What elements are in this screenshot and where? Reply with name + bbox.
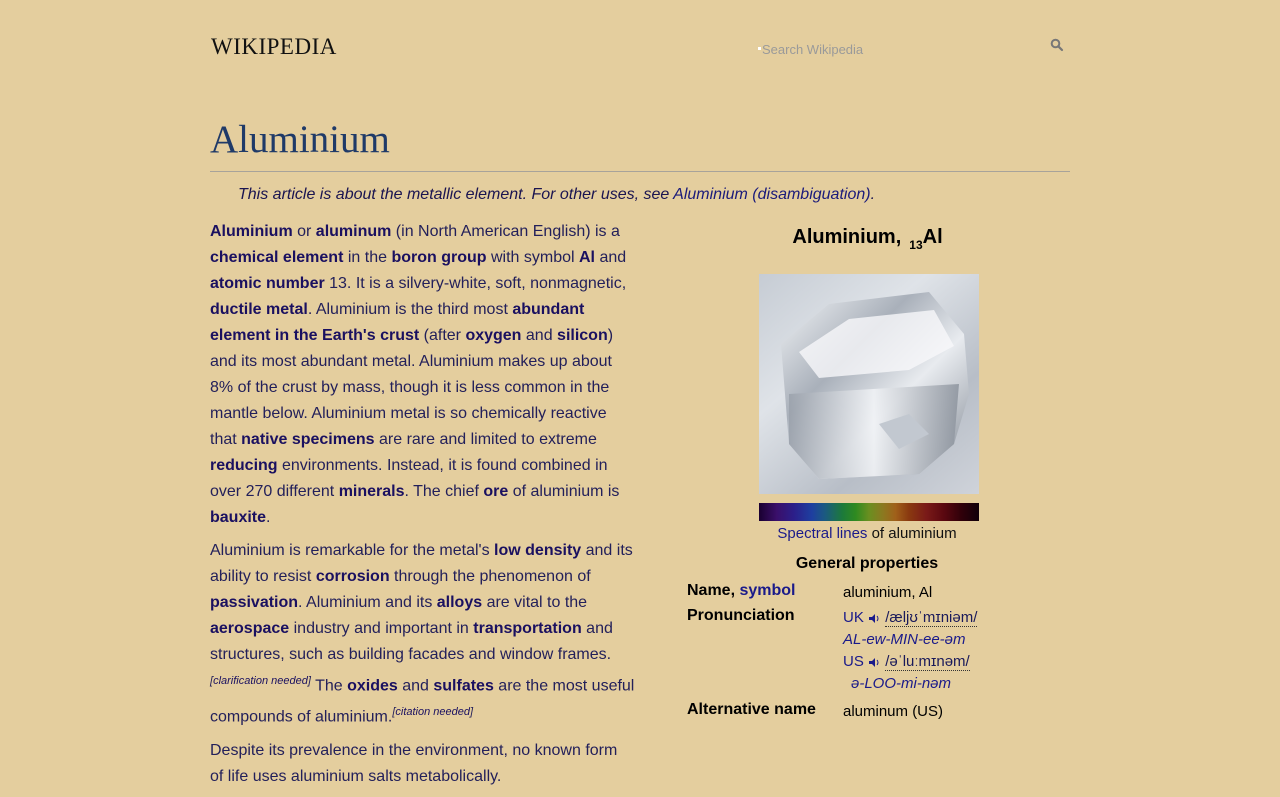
body-text-run: in the: [343, 249, 392, 266]
pronunciation-value: [843, 607, 1053, 695]
hatnote-end: .: [870, 186, 876, 203]
body-text-run: . The chief: [404, 483, 484, 500]
article-link[interactable]: ductile metal: [210, 301, 308, 318]
name-symbol-value: aluminium, Al: [843, 584, 933, 601]
disambiguation-link[interactable]: Aluminium (disambiguation): [673, 186, 871, 203]
speaker-icon[interactable]: [868, 613, 881, 624]
body-text-run: and: [397, 677, 434, 695]
body-text-run: and structures, such as building facades and window frames.: [210, 620, 613, 663]
body-text-run: industry and important in: [289, 620, 474, 637]
body-text-run: or: [292, 223, 316, 240]
citation-note: [citation needed]: [392, 706, 474, 719]
alternative-name-label: Alternative name: [687, 701, 816, 718]
article-link[interactable]: reducing: [210, 457, 278, 474]
body-text-run: The: [310, 677, 348, 695]
citation-link[interactable]: citation needed: [395, 706, 470, 719]
citation-link[interactable]: clarification needed: [213, 675, 308, 687]
article-link[interactable]: oxides: [347, 677, 398, 695]
element-symbol: Al: [922, 226, 943, 248]
article-link[interactable]: chemical element: [210, 249, 344, 266]
body-text-run: .: [266, 509, 271, 526]
article-link[interactable]: bauxite: [210, 509, 267, 526]
body-text-run: Despite its prevalence in the environment, no known form of life uses aluminium salts metabolically.: [210, 741, 618, 785]
body-text-run: . Aluminium is the third most: [307, 301, 513, 318]
aluminium-sample-image[interactable]: [759, 274, 979, 494]
body-text-run: 13. It is a silvery-white, soft, nonmagnetic,: [324, 275, 627, 292]
body-text-run: (in North American English) is a: [391, 223, 620, 240]
search-box: [758, 38, 1068, 62]
body-text-run: are rare and limited to extreme: [374, 431, 597, 448]
article-link[interactable]: corrosion: [315, 568, 390, 585]
article-link[interactable]: transportation: [473, 620, 582, 637]
article-link[interactable]: aerospace: [210, 620, 290, 637]
alternative-name-value: aluminum (US): [843, 703, 944, 720]
article-link[interactable]: Al: [579, 249, 595, 266]
infobox-title-text: Aluminium,: [792, 226, 902, 248]
body-text-run: with symbol: [486, 249, 579, 266]
spectral-lines-link[interactable]: Spectral lines: [777, 525, 868, 542]
spectral-caption: [684, 525, 1050, 542]
hatnote: [238, 186, 875, 204]
speaker-icon[interactable]: [868, 657, 881, 668]
article-link[interactable]: atomic number: [210, 275, 325, 292]
body-text-run: . Aluminium and its: [298, 594, 437, 611]
article-link[interactable]: passivation: [210, 594, 299, 611]
spectral-lines-image[interactable]: [759, 503, 979, 521]
article-body: [210, 219, 635, 797]
article-link[interactable]: Aluminium: [210, 223, 293, 240]
article-link[interactable]: native specimens: [241, 431, 375, 448]
body-text-run: and: [521, 327, 558, 344]
pron-uk-region[interactable]: UK: [843, 609, 864, 626]
body-text-run: (after: [419, 327, 466, 344]
pron-us-region[interactable]: US: [843, 653, 864, 670]
article-link[interactable]: ore: [483, 483, 509, 500]
pron-us-ipa[interactable]: /əˈluːmɪnəm/: [885, 653, 970, 670]
paragraph-1: [210, 219, 635, 531]
body-text-run: environments. Instead, it is found combined in over 270 different: [210, 457, 608, 500]
pron-uk-respelling[interactable]: AL-ew-MIN-ee-əm: [843, 631, 966, 648]
paragraph-2: [210, 538, 635, 731]
search-button[interactable]: [1050, 38, 1068, 56]
pron-us-respelling[interactable]: ə-LOO-mi-nəm: [851, 675, 952, 692]
general-properties-heading: General properties: [795, 555, 939, 572]
page-title: Aluminium: [210, 118, 390, 161]
paragraph-3: [210, 738, 635, 790]
article-link[interactable]: alloys: [436, 594, 483, 611]
article-link[interactable]: minerals: [338, 483, 405, 500]
symbol-link[interactable]: symbol: [739, 582, 796, 599]
body-text-run: of aluminium is: [508, 483, 620, 500]
body-text-run: through the phenomenon of: [389, 568, 591, 585]
name-symbol-label: [687, 582, 837, 600]
citation-note: [clarification needed]: [210, 675, 311, 687]
spectral-caption-text: of aluminium: [867, 525, 957, 542]
name-label-text: Name,: [687, 582, 740, 599]
body-text-run: Aluminium is remarkable for the metal's: [210, 542, 495, 559]
pron-uk: [843, 607, 1053, 629]
wikipedia-logo[interactable]: WIKIPEDIA: [211, 34, 337, 59]
pronunciation-label: Pronunciation: [687, 607, 795, 624]
article-link[interactable]: oxygen: [465, 327, 522, 344]
body-text-run: are the most useful compounds of aluminium.: [210, 677, 635, 726]
article-link[interactable]: abundant element in the Earth's crust: [210, 301, 585, 344]
title-divider: [210, 171, 1070, 172]
pron-us: [843, 651, 1053, 673]
infobox: [684, 226, 1050, 720]
pron-uk-ipa[interactable]: /æljʊˈmɪniəm/: [885, 609, 978, 626]
article-link[interactable]: silicon: [557, 327, 608, 344]
hatnote-text: This article is about the metallic element. For other uses, see: [238, 186, 674, 203]
body-text-run: are vital to the: [482, 594, 588, 611]
infobox-title: [685, 226, 1050, 252]
body-text-run: ) and its most abundant metal. Aluminium makes up about 8% of the crust by mass, though it is less common in the mantle below. Aluminium metal is so chemically reactive that: [210, 327, 614, 448]
body-text-run: and: [595, 249, 627, 266]
atomic-number: 13: [909, 238, 923, 252]
article-link[interactable]: sulfates: [433, 677, 494, 695]
body-text-run: and its ability to resist: [210, 542, 633, 585]
aluminium-chunk-illustration: [759, 274, 979, 494]
search-input-indicator: [758, 47, 761, 50]
search-input[interactable]: [762, 38, 1042, 60]
article-link[interactable]: boron group: [391, 249, 487, 266]
article-link[interactable]: low density: [494, 542, 582, 559]
search-icon: [1050, 38, 1064, 52]
article-link[interactable]: aluminum: [315, 223, 392, 240]
